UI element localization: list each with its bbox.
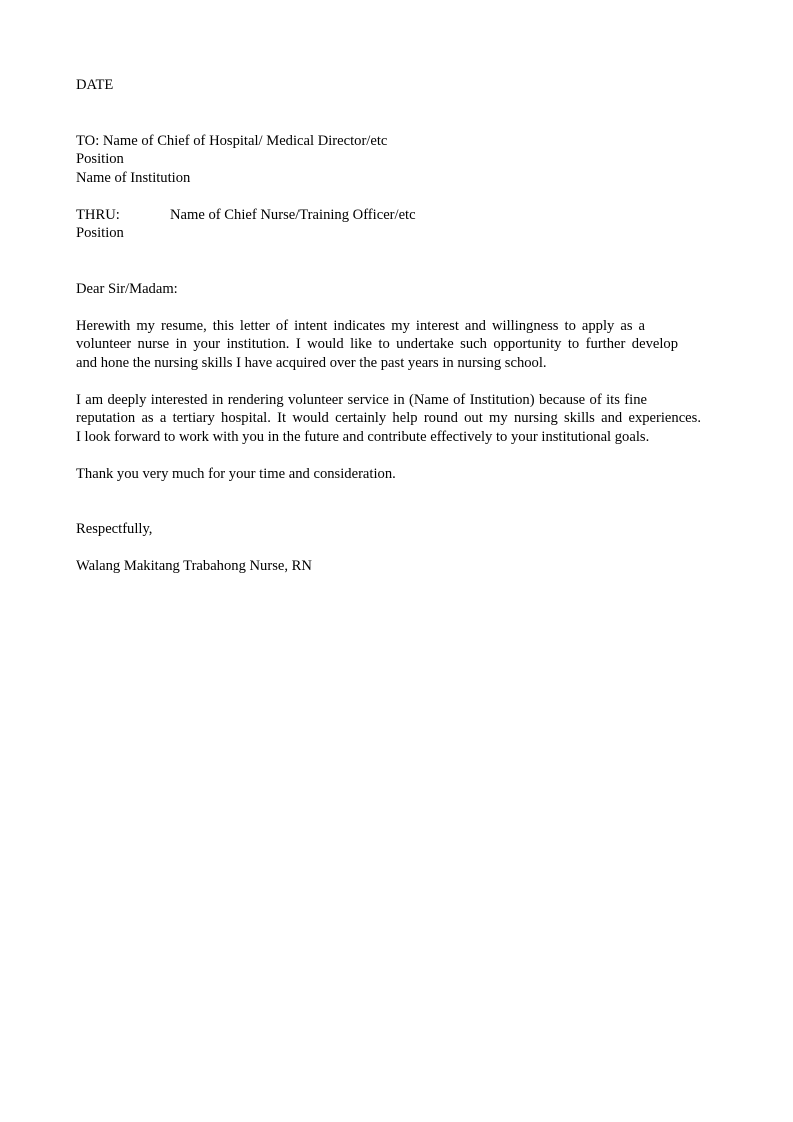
thru-position: Position <box>76 225 124 241</box>
spacer <box>76 298 706 317</box>
letter-date: DATE <box>76 77 114 93</box>
spacer <box>76 243 706 280</box>
spacer <box>76 483 706 520</box>
paragraph-line: I am deeply interested in rendering volunteer service in (Name of Institution) because of its fine <box>76 391 647 408</box>
spacer <box>76 187 706 206</box>
thru-block <box>76 206 706 243</box>
spacer <box>76 95 706 132</box>
paragraph-line: and hone the nursing skills I have acquired over the past years in nursing school. <box>76 354 547 371</box>
salutation: Dear Sir/Madam: <box>76 280 178 297</box>
recipient-to-line: TO: Name of Chief of Hospital/ Medical Director/etc <box>76 132 388 149</box>
paragraph-line: reputation as a tertiary hospital. It would certainly help round out my nursing skills and experiences. <box>76 410 701 426</box>
paragraph-line: volunteer nurse in your institution. I would like to undertake such opportunity to further develop <box>76 336 678 352</box>
paragraph-line: I look forward to work with you in the future and contribute effectively to your institutional goals. <box>76 428 650 445</box>
body-paragraph-1 <box>76 317 706 373</box>
thru-label: THRU: <box>76 206 120 223</box>
recipient-position: Position <box>76 151 124 167</box>
signature: Walang Makitang Trabahong Nurse, RN <box>76 558 312 574</box>
spacer <box>76 539 706 558</box>
paragraph-line: Herewith my resume, this letter of intent indicates my interest and willingness to apply as a <box>76 317 645 334</box>
spacer <box>76 446 706 465</box>
thru-row <box>76 206 706 225</box>
recipient-institution: Name of Institution <box>76 169 191 186</box>
thru-name: Name of Chief Nurse/Training Officer/etc <box>170 206 416 223</box>
recipient-block <box>76 132 706 188</box>
letter-content <box>76 76 706 576</box>
body-paragraph-3: Thank you very much for your time and consideration. <box>76 465 396 482</box>
closing: Respectfully, <box>76 521 153 537</box>
spacer <box>76 372 706 391</box>
body-paragraph-2 <box>76 391 706 447</box>
